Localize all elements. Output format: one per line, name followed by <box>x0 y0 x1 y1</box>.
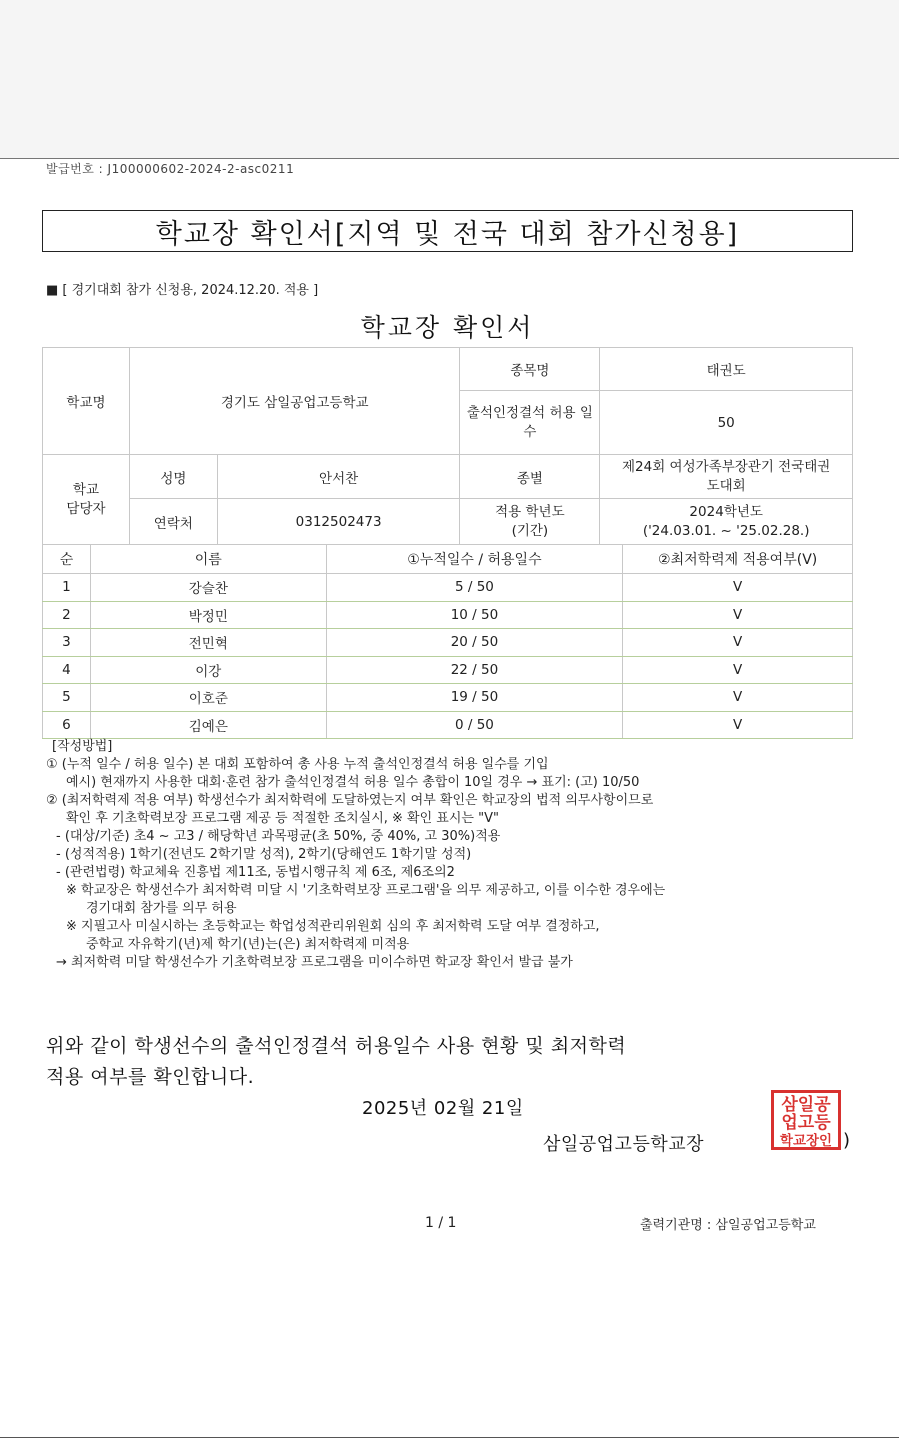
contact-label: 연락처 <box>129 499 217 545</box>
row-name: 전민혁 <box>90 629 326 657</box>
row-name: 김예은 <box>90 711 326 739</box>
row-days: 0 / 50 <box>326 711 623 739</box>
seal-text: 업고등 <box>781 1113 831 1133</box>
guide-line: 확인 후 기초학력보장 프로그램 제공 등 적절한 조치실시, ※ 확인 표시는 "V" <box>66 811 499 826</box>
guide-line: 중학교 자유학기(년)제 학기(년)는(은) 최저학력제 미적용 <box>86 937 410 952</box>
name-value: 안서찬 <box>217 455 460 499</box>
category-label: 종별 <box>460 455 600 499</box>
name-label: 성명 <box>129 455 217 499</box>
guide-line: - (성적적용) 1학기(전년도 2학기말 성적), 2학기(당해연도 1학기말 성적) <box>56 847 472 862</box>
allowed-days-label: 출석인정결석 허용 일수 <box>460 391 600 455</box>
athlete-table <box>42 544 853 739</box>
seal-parenthesis: ) <box>843 1130 851 1151</box>
event-label: 종목명 <box>460 348 600 391</box>
event-value: 태권도 <box>600 348 853 391</box>
table-row <box>43 574 853 602</box>
row-applied: V <box>623 684 853 712</box>
row-applied: V <box>623 629 853 657</box>
year-value: 2024학년도 <box>689 503 763 520</box>
bottom-divider <box>0 1437 899 1438</box>
info-table <box>42 347 853 545</box>
row-days: 10 / 50 <box>326 601 623 629</box>
category-value: 제24회 여성가족부장관기 전국태권도대회 <box>600 455 853 499</box>
row-name: 박정민 <box>90 601 326 629</box>
principal-name: 삼일공업고등학교장 <box>543 1134 704 1155</box>
row-applied: V <box>623 656 853 684</box>
contact-value: 0312502473 <box>217 499 460 545</box>
row-name: 이강 <box>90 656 326 684</box>
allowed-days-value: 50 <box>600 391 853 455</box>
row-days: 20 / 50 <box>326 629 623 657</box>
header-applied: ②최저학력제 적용여부(V) <box>623 545 853 574</box>
row-days: 22 / 50 <box>326 656 623 684</box>
guide-line: - (관련법령) 학교체육 진흥법 제11조, 동법시행규칙 제 6조, 제6조의2 <box>56 865 455 880</box>
guide-line: → 최저학력 미달 학생선수가 기초학력보장 프로그램을 미이수하면 학교장 확인서 발급 불가 <box>56 955 573 970</box>
confirmation-line: 적용 여부를 확인합니다. <box>46 1066 255 1088</box>
guide-line: ② (최저학력제 적용 여부) 학생선수가 최저학력에 도달하였는지 여부 확인은 학교장의 법적 의무사항이므로 <box>46 793 654 808</box>
header-days: ①누적일수 / 허용일수 <box>326 545 623 574</box>
row-days: 19 / 50 <box>326 684 623 712</box>
year-cell <box>600 499 853 545</box>
manager-label: 학교 담당자 <box>43 455 130 545</box>
printing-institution: 출력기관명 : 삼일공업고등학교 <box>640 1218 816 1233</box>
row-no: 1 <box>43 574 91 602</box>
row-no: 4 <box>43 656 91 684</box>
row-applied: V <box>623 711 853 739</box>
year-label: 적용 학년도 (기간) <box>460 499 600 545</box>
header-name: 이름 <box>90 545 326 574</box>
row-name: 이호준 <box>90 684 326 712</box>
issue-number: 발급번호 : J100000602-2024-2-asc0211 <box>46 162 295 176</box>
row-no: 3 <box>43 629 91 657</box>
page-number: 1 / 1 <box>425 1215 457 1231</box>
school-seal <box>771 1090 841 1150</box>
row-no: 5 <box>43 684 91 712</box>
row-no: 6 <box>43 711 91 739</box>
header-no: 순 <box>43 545 91 574</box>
guide-line: ※ 지필고사 미실시하는 초등학교는 학업성적관리위원회 심의 후 최저학력 도달 여부 결정하고, <box>66 919 600 934</box>
table-row <box>43 684 853 712</box>
writing-guide <box>46 738 665 972</box>
seal-text: 삼일공 <box>781 1095 831 1115</box>
confirmation-line: 위와 같이 학생선수의 출석인정결석 허용일수 사용 현황 및 최저학력 <box>46 1035 627 1057</box>
school-value: 경기도 삼일공업고등학교 <box>129 348 460 455</box>
application-notice: ■ [ 경기대회 참가 신청용, 2024.12.20. 적용 ] <box>46 283 319 298</box>
row-name: 강슬찬 <box>90 574 326 602</box>
guide-line: ※ 학교장은 학생선수가 최저학력 미달 시 '기초학력보장 프로그램'을 의무 제공하고, 이를 이수한 경우에는 <box>66 883 666 898</box>
top-blank-area <box>0 0 899 159</box>
school-label: 학교명 <box>43 348 130 455</box>
confirmation-statement <box>46 1031 626 1093</box>
row-applied: V <box>623 601 853 629</box>
table-row <box>43 711 853 739</box>
table-row <box>43 656 853 684</box>
guide-line: ① (누적 일수 / 허용 일수) 본 대회 포함하여 총 사용 누적 출석인정결석 허용 일수를 기입 <box>46 757 549 772</box>
table-row <box>43 601 853 629</box>
table-row <box>43 629 853 657</box>
guide-heading: [작성방법] <box>52 739 113 754</box>
seal-text: 학교장인 <box>779 1133 833 1149</box>
guide-line: 경기대회 참가를 의무 허용 <box>86 901 237 916</box>
document-subtitle: 학교장 확인서 <box>360 313 535 342</box>
period-value: ('24.03.01. ~ '25.02.28.) <box>642 522 810 539</box>
row-days: 5 / 50 <box>326 574 623 602</box>
guide-line: 예시) 현재까지 사용한 대회·훈련 참가 출석인정결석 허용 일수 총합이 10일 경우 → 표기: (고) 10/50 <box>66 775 640 790</box>
row-no: 2 <box>43 601 91 629</box>
document-title: 학교장 확인서[지역 및 전국 대회 참가신청용] <box>42 210 853 252</box>
guide-line: - (대상/기준) 초4 ~ 고3 / 해당학년 과목평균(초 50%, 중 40%, 고 30%)적용 <box>56 829 501 844</box>
row-applied: V <box>623 574 853 602</box>
issue-date: 2025년 02월 21일 <box>362 1098 524 1119</box>
